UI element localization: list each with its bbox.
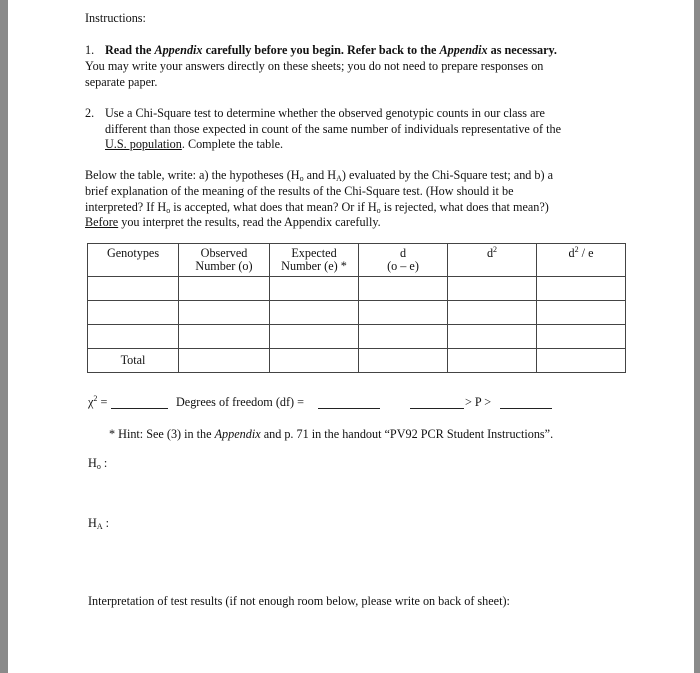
chi-square-table [87,243,626,373]
table-cell[interactable] [179,301,270,325]
table-cell[interactable] [537,349,626,373]
below-line1: Below the table, write: a) the hypotheses ($H_o$ and $H_A$) evaluated by the Chi-Square test; and b) a [85,168,554,183]
alt-hypothesis-label: $H_A$ : [88,516,110,531]
left-border [0,0,8,673]
instructions-heading: Instructions: [85,11,146,25]
item2-line3: U.S. population. Complete the table. [105,137,284,151]
total-label: Total [88,349,179,373]
table-cell[interactable] [448,301,537,325]
below-line3: interpreted? If $H_o$ is accepted, what does that mean? Or if $H_o$ is rejected, what does that mean?) [85,200,549,215]
table-cell[interactable] [359,349,448,373]
table-cell[interactable] [270,277,359,301]
table-cell[interactable] [537,301,626,325]
table-cell[interactable] [448,325,537,349]
item1-line3: separate paper. [85,75,158,89]
df-label: Degrees of freedom (df) = [176,395,305,409]
df-blank[interactable] [318,407,380,409]
header-genotypes: Genotypes [88,244,179,277]
header-observed: Observed Number (o) [179,244,270,277]
table-cell[interactable] [88,277,179,301]
item1-line2: You may write your answers directly on these sheets; you do not need to prepare responses on [85,59,544,73]
table-cell[interactable] [448,277,537,301]
interpretation-prompt: Interpretation of test results (if not enough room below, please write on back of sheet): [88,594,510,608]
table-cell[interactable] [88,301,179,325]
header-d-squared: $d^2$ [448,244,537,277]
header-d-squared-over-e: $d^2$ / e [537,244,626,277]
item2-number: 2. [85,106,95,120]
table-cell[interactable] [359,277,448,301]
table-row [88,277,626,301]
below-line4: Before you interpret the results, read the Appendix carefully. [85,215,381,229]
item1-line1: Read the Appendix carefully before you begin. Refer back to the Appendix as necessary. [105,43,557,57]
chi-square-label: $\chi^2$ = [88,394,108,409]
item2-line1: Use a Chi-Square test to determine whether the observed genotypic counts in our class are [105,106,545,120]
table-cell[interactable] [270,325,359,349]
item2-line2: different than those expected in count of the same number of individuals representative of the [105,122,561,136]
table-row [88,325,626,349]
p-lower-blank[interactable] [410,407,464,409]
p-upper-blank[interactable] [500,407,552,409]
table-cell[interactable] [537,325,626,349]
header-d: d (o – e) [359,244,448,277]
table-cell[interactable] [179,325,270,349]
null-hypothesis-label: $H_o$ : [88,456,108,471]
p-label: > P > [465,395,492,409]
table-cell[interactable] [179,349,270,373]
table-cell[interactable] [179,277,270,301]
table-cell[interactable] [359,301,448,325]
table-cell[interactable] [448,349,537,373]
table-cell[interactable] [537,277,626,301]
chi-square-blank[interactable] [111,407,168,409]
header-expected: Expected Number (e) * [270,244,359,277]
hint-text: * Hint: See (3) in the Appendix and p. 71 in the handout “PV92 PCR Student Instructions”. [109,427,554,441]
table-header-row [88,244,626,277]
table-cell[interactable] [270,349,359,373]
table-total-row [88,349,626,373]
worksheet-page [8,0,694,673]
right-border [694,0,700,673]
table-row [88,301,626,325]
table-cell[interactable] [88,325,179,349]
table-cell[interactable] [270,301,359,325]
table-cell[interactable] [359,325,448,349]
item1-number: 1. [85,43,95,57]
below-line2: brief explanation of the meaning of the results of the Chi-Square test. (How should it be [85,184,514,198]
